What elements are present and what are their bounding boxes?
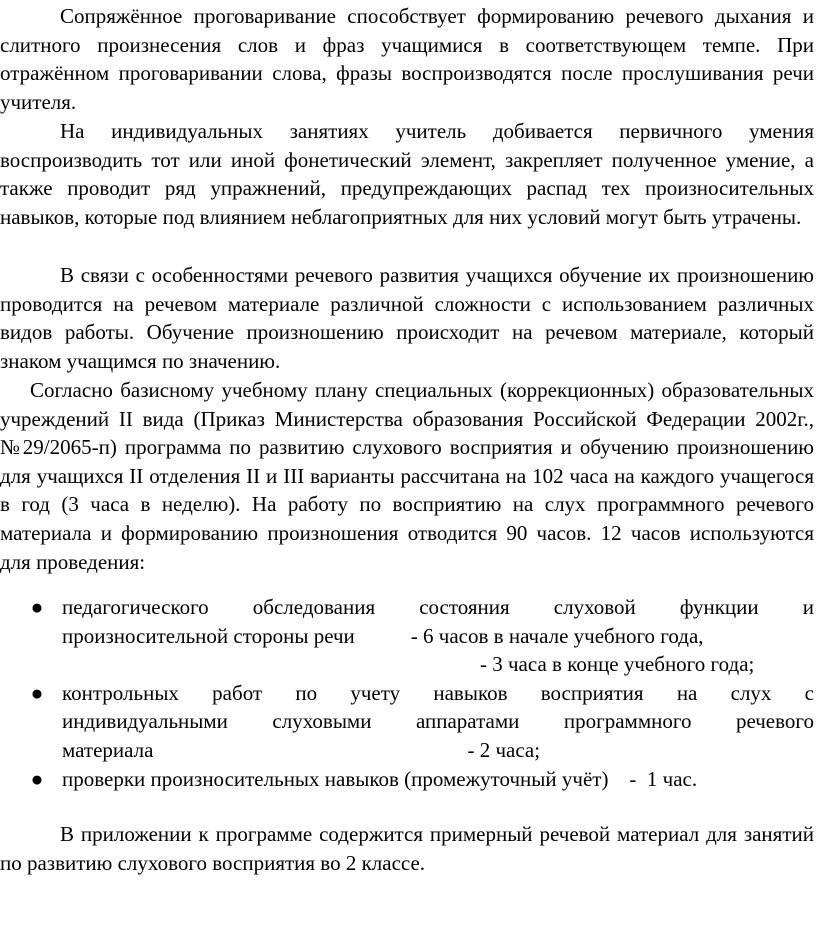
list-item-text: произносительной стороны речи <box>62 623 355 648</box>
list-item <box>0 765 814 794</box>
closing-paragraph: В приложении к программе содержится примерный речевой материал для занятий по развитию слухового восприятия во 2 классе. <box>0 822 814 875</box>
list-item-line <box>62 622 814 651</box>
list-item <box>0 679 814 765</box>
paragraph-4: Согласно базисному учебному плану специальных (коррекционных) образовательных учреждений II вида (Приказ Министерства образования Российской Федерации 2002г., №29/2065-п) программа по развитию слухового восприятия и обучению произношению для учащихся II отделения II и III варианты рассчитана на 102 часа на каждого учащегося в год (3 часа в неделю). На работу по восприятию на слух программного речевого материала и формированию произношения отводится 90 часов. 12 часов используются для проведения: <box>0 378 814 574</box>
bullet-icon: ● <box>30 595 44 619</box>
bullet-icon: ● <box>30 680 44 705</box>
list-item-hours: - 3 часа в конце учебного года; <box>480 652 755 677</box>
list-item <box>0 593 814 679</box>
list-item-hours: - 6 часов в начале учебного года, <box>410 623 704 648</box>
paragraph-1: Сопряжённое проговаривание способствует формированию речевого дыхания и слитного произнесения слов и фраз учащимися в соответствующем темпе. При отражённом проговаривании слова, фразы воспроизводятся после прослушивания речи учителя. <box>0 4 814 114</box>
list-item-line: контрольных работ по учету навыков восприятия на слух с <box>62 680 814 705</box>
list-item-text: материала <box>62 737 154 762</box>
list-item-line: педагогического обследования состояния слуховой функции и <box>62 595 814 619</box>
paragraph-2: На индивидуальных занятиях учитель добивается первичного умения воспроизводить тот или иной фонетический элемент, закрепляет полученное умение, а также проводит ряд упражнений, предупреждающих распад тех произносительных навыков, которые под влиянием неблагоприятных для них условий могут быть утрачены. <box>0 119 814 229</box>
list-item-line: проверки произносительных навыков (промежуточный учёт) - 1 час. <box>62 766 698 791</box>
list-item-hours: - 2 часа; <box>467 737 541 762</box>
bullet-list <box>0 593 814 793</box>
list-item-line <box>62 650 814 679</box>
bullet-icon: ● <box>30 766 44 791</box>
list-item-line: индивидуальными слуховыми аппаратами программного речевого <box>62 709 814 734</box>
paragraph-3: В связи с особенностями речевого развития учащихся обучение их произношению проводится на речевом материале различной сложности с использованием различных видов работы. Обучение произношению происходит на речевом материале, который знаком учащимся по значению. <box>0 263 814 373</box>
list-item-line <box>62 736 814 765</box>
